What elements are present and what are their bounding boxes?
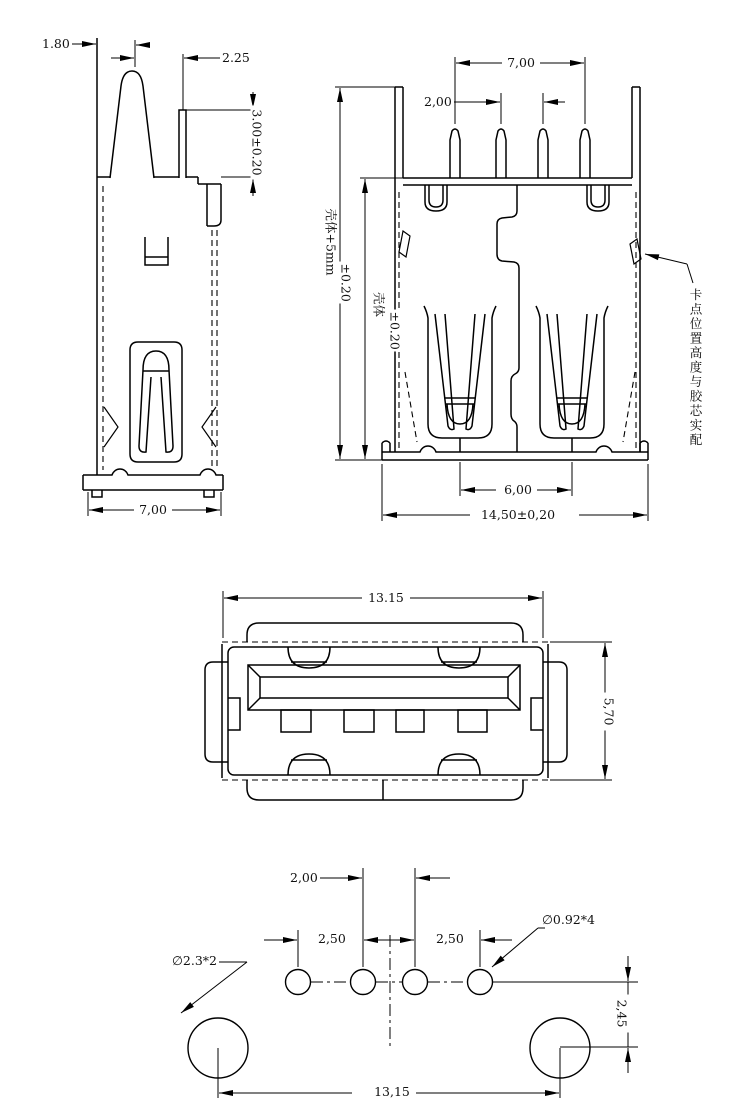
front-section-view <box>335 57 693 521</box>
footprint-view <box>181 868 638 1098</box>
dim-face-width: 13.15 <box>362 591 410 604</box>
dim-shell: 壳体 <box>373 289 386 321</box>
note-latch-fit: 卡点位置高度与胶芯实配 <box>688 288 703 448</box>
dim-fp-left-pitch: 2,50 <box>318 931 346 946</box>
dim-side-left-edge: 1.80 <box>42 36 70 51</box>
dim-front-pin-pitch: 2,00 <box>424 94 452 109</box>
dim-side-pin-height: 3.00±0.20 <box>251 106 264 180</box>
dim-side-base-width: 7,00 <box>134 503 172 516</box>
dim-face-height: 5,70 <box>603 693 616 731</box>
dim-fp-row-offset: 2,45 <box>616 995 629 1033</box>
label-pin-holes: ∅0.92*4 <box>542 912 595 927</box>
dim-side-pin-offset: 2.25 <box>222 50 250 65</box>
side-view <box>58 38 259 516</box>
label-mount-holes: ∅2.3*2 <box>172 953 217 968</box>
face-view <box>205 591 612 800</box>
dim-front-pin-span: 7,00 <box>502 56 540 69</box>
dim-fp-mount-span: 13,15 <box>368 1085 416 1098</box>
dim-fp-center-pitch: 2,00 <box>290 870 318 885</box>
dim-front-contact-span: 6,00 <box>499 483 537 496</box>
dim-shell-tol: ±0.20 <box>387 311 403 350</box>
dim-fp-right-pitch: 2,50 <box>436 931 464 946</box>
dim-shell-plus-5mm: 壳体+5mm <box>323 208 339 276</box>
dim-shell-plus-5mm-tol: ±0.20 <box>338 263 354 302</box>
dim-front-overall-width: 14,50±0,20 <box>470 508 566 521</box>
